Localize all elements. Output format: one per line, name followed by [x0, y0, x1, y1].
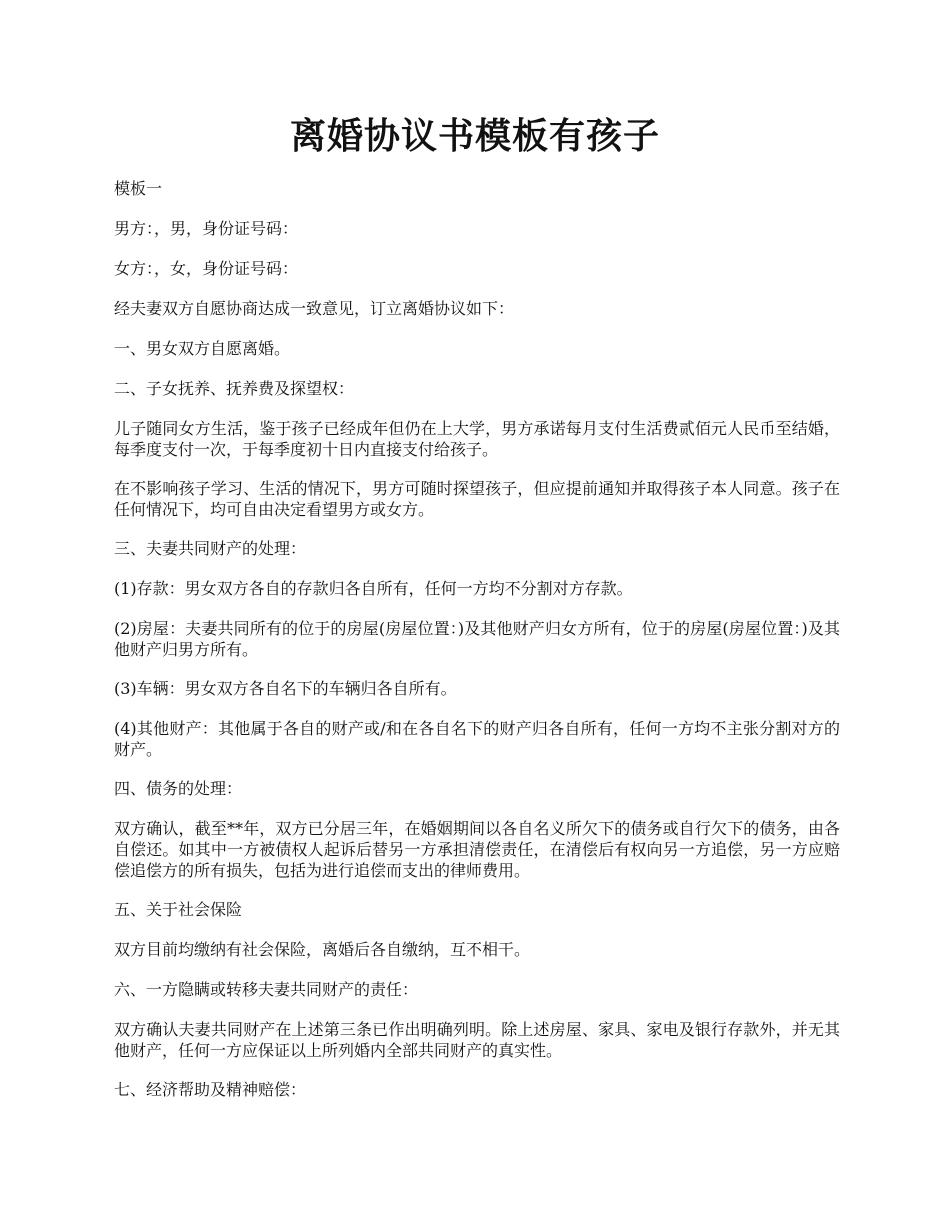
paragraph-agreement-intro: 经夫妻双方自愿协商达成一致意见，订立离婚协议如下： — [114, 299, 515, 318]
document-body — [114, 178, 840, 1119]
paragraph-wife-info: 女方：，女，身份证号码： — [114, 259, 299, 278]
section-heading-6: 六、一方隐瞒或转移夫妻共同财产的责任： — [114, 980, 419, 999]
paragraph-visitation: 在不影响孩子学习、生活的情况下，男方可随时探望孩子，但应提前通知并取得孩子本人同意。孩子在任何情况下，均可自由决定看望男方或女方。 — [114, 479, 840, 519]
paragraph-property-truth: 双方确认夫妻共同财产在上述第三条已作出明确列明。除上述房屋、家具、家电及银行存款外，并无其他财产，任何一方应保证以上所列婚内全部共同财产的真实性。 — [114, 1020, 840, 1060]
document-title: 离婚协议书模板有孩子 — [289, 115, 660, 157]
paragraph-husband-info: 男方：，男，身份证号码： — [114, 219, 299, 238]
paragraph-social-insurance: 双方目前均缴纳有社会保险，离婚后各自缴纳，互不相干。 — [114, 940, 531, 959]
paragraph-child-support: 儿子随同女方生活，鉴于孩子已经成年但仍在上大学，男方承诺每月支付生活费贰佰元人民币至结婚，每季度支付一次，于每季度初十日内直接支付给孩子。 — [114, 419, 840, 459]
section-heading-1: 一、男女双方自愿离婚。 — [114, 339, 291, 358]
paragraph-debts: 双方确认，截至**年，双方已分居三年，在婚姻期间以各自名义所欠下的债务或自行欠下的债务，由各自偿还。如其中一方被债权人起诉后替另一方承担清偿责任，在清偿后有权向另一方追偿，另一方应赔偿追偿方的所有损失，包括为进行追偿而支出的律师费用。 — [114, 819, 840, 880]
section-heading-3: 三、夫妻共同财产的处理： — [114, 539, 307, 558]
paragraph-template-label: 模板一 — [114, 179, 163, 198]
section-heading-4: 四、债务的处理： — [114, 779, 243, 798]
paragraph-vehicles: (3)车辆：男女双方各自名下的车辆归各自所有。 — [114, 679, 457, 698]
section-heading-5: 五、关于社会保险 — [114, 900, 243, 919]
section-heading-7: 七、经济帮助及精神赔偿： — [114, 1080, 307, 1099]
section-heading-2: 二、子女抚养、抚养费及探望权： — [114, 379, 355, 398]
paragraph-other-property: (4)其他财产：其他属于各自的财产或/和在各自名下的财产归各自所有，任何一方均不主张分割对方的财产。 — [114, 719, 840, 759]
paragraph-housing: (2)房屋：夫妻共同所有的位于的房屋(房屋位置：)及其他财产归女方所有，位于的房屋(房屋位置：)及其他财产归男方所有。 — [114, 619, 840, 659]
paragraph-deposits: (1)存款：男女双方各自的存款归各自所有，任何一方均不分割对方存款。 — [114, 579, 633, 598]
